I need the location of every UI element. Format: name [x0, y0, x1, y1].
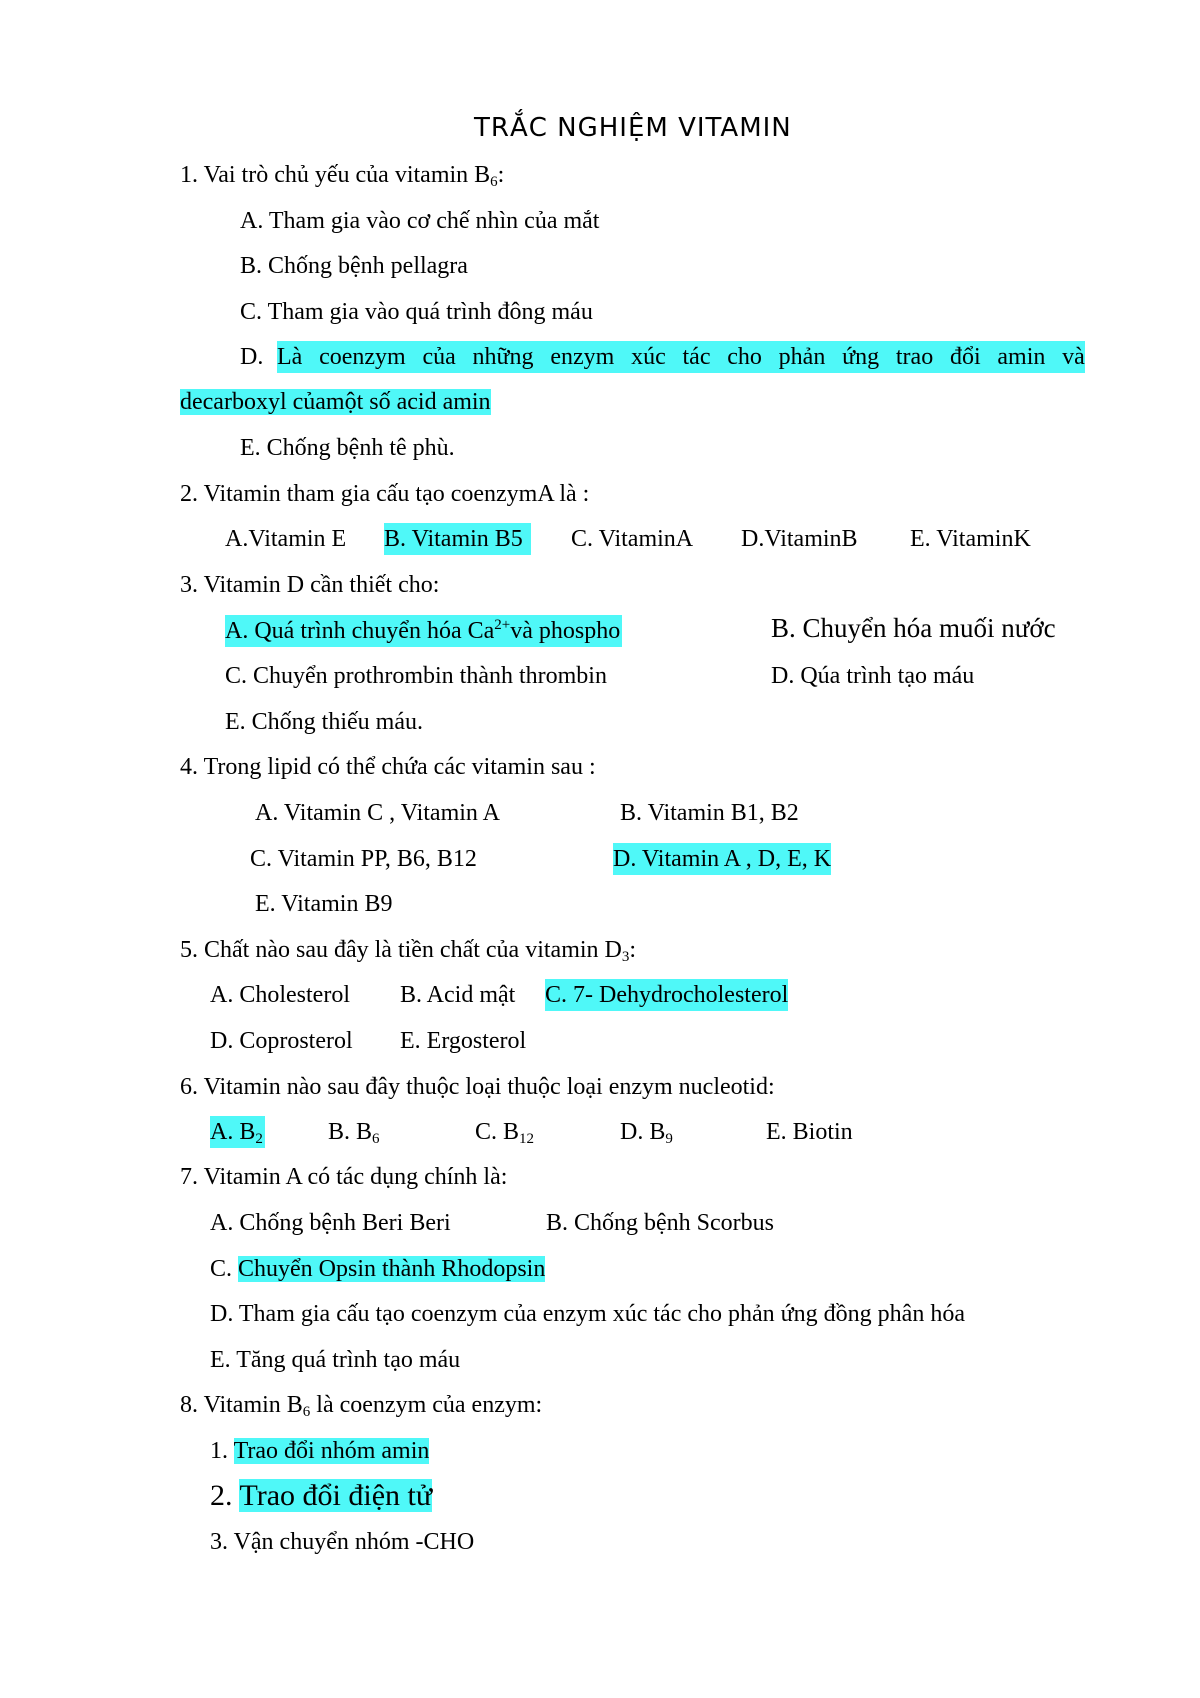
q4-option-a: A. Vitamin C , Vitamin A — [255, 800, 500, 826]
q1-option-d-continued: decarboxyl củamột số acid amin — [180, 389, 491, 415]
q1-option-c: C. Tham gia vào quá trình đông máu — [240, 299, 593, 325]
q2-option-a: A.Vitamin E — [225, 526, 347, 552]
q2-option-c: C. VitaminA — [571, 526, 694, 552]
q6-option-e: E. Biotin — [766, 1119, 853, 1145]
q1-option-a: A. Tham gia vào cơ chế nhìn của mắt — [240, 208, 600, 234]
q1-option-e: E. Chống bệnh tê phù. — [240, 435, 455, 461]
q4-option-c: C. Vitamin PP, B6, B12 — [250, 846, 477, 872]
q8-option-1: 1. Trao đổi nhóm amin — [210, 1438, 430, 1464]
question-3-stem: 3. Vitamin D cần thiết cho: — [180, 572, 440, 598]
q8-option-2: 2. Trao đổi điện tử — [210, 1479, 433, 1512]
q6-option-d: D. $B_9$ — [620, 1119, 673, 1147]
q3-option-a: A. Quá trình chuyển hóa $Ca^{2+}và$ phospho — [225, 615, 622, 647]
q7-option-d: D. Tham gia cấu tạo coenzym của enzym xúc tác cho phản ứng đồng phân hóa — [210, 1301, 965, 1327]
q7-option-a: A. Chống bệnh Beri Beri — [210, 1210, 451, 1236]
q3-option-d: D. Qúa trình tạo máu — [771, 663, 975, 689]
q4-option-b: B. Vitamin B1, B2 — [620, 800, 799, 826]
q1-option-b: B. Chống bệnh pellagra — [240, 253, 468, 279]
q5-option-c: C. 7- Dehydrocholesterol — [545, 979, 788, 1011]
question-7-stem: 7. Vitamin A có tác dụng chính là: — [180, 1164, 508, 1190]
q3-option-b: B. Chuyển hóa muối nước — [771, 613, 1056, 643]
q6-option-b: B. $B_6$ — [328, 1119, 380, 1147]
q8-option-3: 3. Vận chuyển nhóm -CHO — [210, 1529, 475, 1555]
question-6-stem: 6. Vitamin nào sau đây thuộc loại thuộc loại enzym nucleotid: — [180, 1074, 775, 1100]
q2-option-d: D.VitaminB — [741, 526, 858, 552]
q7-option-c: C. Chuyển Opsin thành Rhodopsin — [210, 1256, 546, 1282]
q1-option-d: D. Là coenzym của những enzym xúc tác cho phản ứng trao đổi amin và — [240, 341, 1085, 373]
q3-option-e: E. Chống thiếu máu. — [225, 709, 423, 735]
q4-option-d: D. Vitamin A , D, E, K — [613, 843, 831, 875]
question-8-stem: 8. Vitamin $B_6$ là coenzym của enzym: — [180, 1392, 543, 1420]
q2-option-e: E. VitaminK — [910, 526, 1031, 552]
q7-option-b: B. Chống bệnh Scorbus — [546, 1210, 774, 1236]
question-2-stem: 2. Vitamin tham gia cấu tạo coenzymA là : — [180, 481, 590, 507]
question-5-stem: 5. Chất nào sau đây là tiền chất của vitamin $D_3$: — [180, 937, 637, 965]
q2-option-b: B. Vitamin B5 — [384, 523, 531, 555]
q5-option-b: B. Acid mật — [400, 982, 516, 1008]
page-title: TRẮC NGHIỆM VITAMIN — [474, 113, 792, 143]
q7-option-e: E. Tăng quá trình tạo máu — [210, 1347, 461, 1373]
q6-option-c: C. $B_{12}$ — [475, 1119, 535, 1147]
q4-option-e: E. Vitamin B9 — [255, 891, 393, 917]
q6-option-a: A. $B_2$ — [210, 1116, 265, 1148]
question-4-stem: 4. Trong lipid có thể chứa các vitamin sau : — [180, 754, 596, 780]
q3-option-c: C. Chuyển prothrombin thành thrombin — [225, 663, 607, 689]
q5-option-a: A. Cholesterol — [210, 982, 350, 1008]
q1-option-d-highlight: Là coenzym của những enzym xúc tác cho phản ứng trao đổi amin và — [277, 341, 1085, 373]
q5-option-e: E. Ergosterol — [400, 1028, 527, 1054]
question-1-stem: 1. Vai trò chủ yếu của vitamin $B_6$: — [180, 162, 505, 190]
q5-option-d: D. Coprosterol — [210, 1028, 353, 1054]
